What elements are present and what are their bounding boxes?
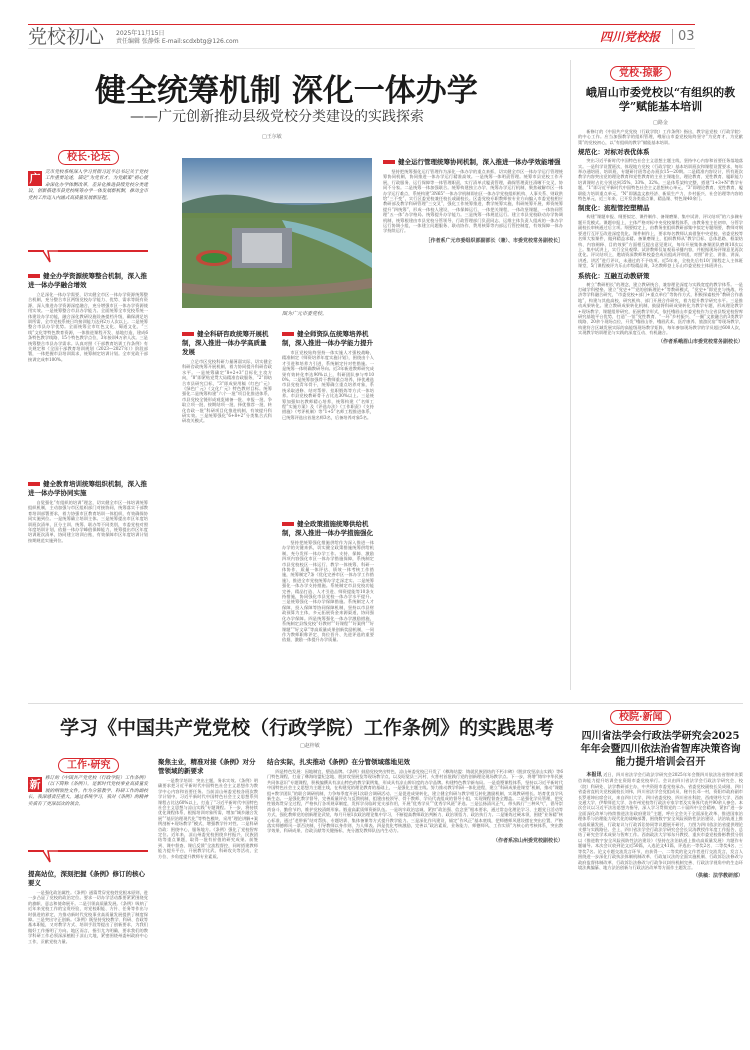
side-section-heading: 系统化：互融互动教研策 (578, 271, 650, 280)
lead-article-subtitle: ——广元创新推动县级党校分类建设的实践探索 (130, 109, 424, 125)
side-section-heading: 规范化：对标对表优体系 (578, 148, 650, 157)
issue-date: 2025年11月15日 (116, 30, 165, 37)
side-article-column (578, 120, 743, 346)
section-heading: 健全师资队伍统筹培养机制，深入推进一体办学能力提升 (282, 330, 373, 347)
section-heading: 健全运行管理统筹协同机制，深入推进一体办学效能增强 (383, 158, 563, 167)
side-section-heading: 制度化：流程管控塑精品 (578, 204, 650, 213)
second-section-heading: 结合实际，扎实推动《条例》在分管领域落地见效 (267, 758, 410, 766)
second-section-body: 四是特色发展：因地制宜，塑造品牌。《条例》鼓励党校突出特色，凉山州委党校已开发了《彝海结盟：铸就民族团结的不朽丰碑》《脱贫攻坚凉山实践》等6门特色课程，打造了彝海结盟纪念地、脱贫攻坚展览等现场教学点，以及昭觉县三河村、火普村首批践行党的创新理论现场教学点。下一步，将增“铸牢中华民族共同体意识”专题课程，积极编撰具有凉山特色的教学案例集，形成具有凉山辨识度的办学品牌。构建特色教学新布局。一是重塑课程体系，坚持以习近平新时代中国特色社会主义思想为主题主线，在构建党的理论教育的基础上，一是强化主题主线。努力推动教学科研一体化进程，建立“科研成果进课堂”机制，推动“课题组+教学团队”的联合调研机制，力争每季度开展1次联合调研活动。三是促进成果转化，建立健全科研与教学相互转化激励机制，实现教研相长。培育优良学风新生态。一是强化教学督导，完善质量评估与反馈机制，组建由校领导、骨干教师、学员代表组成的督导小组，实现课程督查全覆盖。二是强化学员管理，把党性锻炼贯穿全过程，严格执行各项规章制度，发挥学员临时党支部作用，开展“优秀学员”“优秀学风班”评选。三是弘扬清风正气，带头践行“三种风气”，倡导崇尚奋斗、勤俭节约，维护党校清朗形象。锻造高素质师资新队伍。一是筑牢政治忠诚，紧扣“政治强、信念坚”根本要求，通过常态化理论学习、主题党日活动等方式，强化教师党的创新理论武装，每月开展1次政治理论集中学习，不断提高教师政治判断力、政治领悟力、政治执行力。二是锤炼过硬本领，围绕“业务精”核心标准，通过“老带新”结对帮扶、专题培训、集体备课等方式提升教学能力。三是深化作风建设，锚定“作风正”基本底线，把师德师风建设摆在突出位置，严格落实师德师风一票否决制，引导教师以身作则、为人师表。四是优化考核激励，完善以“政治素质、业务能力、师德师风、工作实绩”为核心的考核体系，突出教学效果、科研成果、咨政贡献等关键指标，充分激发教师队伍内生动力。 (267, 769, 563, 834)
second-article-title: 学习《中国共产党党校（行政学院）工作条例》的实践思考 (60, 717, 555, 739)
red-bar-icon (28, 482, 40, 486)
section-body: 立足市区党校科研力量薄弱实际，切实健全科研咨政统筹开展机制，着力协同提升科研咨政水平。一是统筹确定“8+2+3”目标化主攻方向，“8”即紧贴党贯大局精准咨政服务，“2”即结合市县研究目标，“3”即成果用稿《红色广元》《绿色广元》《文化广元》特色教材目标。统筹强化二是统筹构建“六个一批”项目化推进体系，市县党校全链形成观览储备一批、申报一批、争取立项一批、按期结项一批、择优推荐一批、转化咨政一批“科研项目化推进机制，有效提升科研实效。三是统筹强化“6+8+2”分类集合式科研攻关模式。 (182, 359, 272, 424)
second-section-body: 一是强化政治属性。《条例》通篇贯穿党校姓党根本原则，进一步凸显了党校的政治定位。要求一切办学活动都要紧紧围绕党的旗帜、意志和使命展开。二是引领高质量发展。《条例》吸纳了近年来党校工作的宝贵经验，对党校职能、方针、任务等作出与时俱进的界定，为推动新时代党校事业高质量发展提供了制度保障。三是突出守正创新。《条例》既坚持党校教学、科研、咨政等基本职能，又对教学方式、培训手段等提出了创新要求，为我们做好工作指明了方向。地区而言，指引尤为明确，要求我们的教学科研工作必须深深植根于凉山大地，紧密围绕州委州政府中心工作，贡献党校力量。 (28, 890, 148, 944)
second-intro-text: 修订的《中国共产党党校（行政学院）工作条例》（以下简称《条例》），是新时代党校事业高质量发展的纲领性文件。作为分管教学、科研工作的副校长，我深感责任重大。通过系统学习，我对《条例》的精神实质有了更深层次的领会。 (28, 776, 148, 807)
section-body: 坚持把统筹强化措施供给作为深入推进一体办学的关键来抓，切实健全政策措施统筹供给机制，充分发挥一体办学工作。支持、保障、激励四项内容强化市区一体办学措施保障，系统制定市县党校校区一体运行、教学一体统筹、科研一体协作、质量一体评估、绩效一体考核工作措施，统筹制定7条《优化完善市区一体办学工作措施》，推进全市党校统筹办学走深走实。二是统筹强化一体办学支持措施。系统制定市县党校功能完善、精品打造、人才引进、师资提能等10条支持措施，协同强化市县党校一体办学水平提升。三是统筹强化一体办学保障措施。系统制定人才保障、投入保障等协同保障机制，坚持以市县财政预算为主体，多元拓展资金来源渠道，协同强化办学保障。四是统筹强化一体办学激励措施，系统制定县级党校“好教材”“好课程”“好案例”“好课题”“好文章”等高质量成果创新奖励机制，一同作为教师职称评定、岗位晋升、先进评选的重要依据，激励一体提升办学质量。 (282, 540, 374, 643)
section-name: 党校初心 (28, 26, 105, 48)
section-heading: 健全科研咨政统筹开展机制，深入推进一体办学高质量发展 (182, 330, 269, 356)
header-subrule (28, 48, 695, 49)
column-tag-forum: 校长·论坛 (58, 150, 119, 165)
second-author-note: （作者系凉山州委党校副校长） (492, 837, 563, 844)
section-body: 坚持把统筹强化运行管理作为深化一体办学的重点来抓，切实健全市区一体办学运行管理统筹协同机制，协同推进一体办学运行精准高效。一是统筹一体明责管理。统筹市县党校工作开展，行政服务、运行保障等一体管理职责，实行清单式履责管理，确保管理责任清晰不交叉，协同不分家。二是统筹一体加强联合。统筹构建独立办学、统筹办学运行机制，聚焦破解市区一体办学运行难点，系统构建“3N65”一体办学机制即由区一体办学党校组织机构、人事关系、财政供给“三不变”，实行区委党校兼任校长或副校长。区委党校专职教师按专业方向编入市委党校相应教研部及教学科研管理“三交叉”，强化工作统筹推进，教学统筹实施，科研统筹开展，师资统筹提升“四统筹”，形成一体校人建设，一体保障运行，一体把关课程，一体改坚课题，一体协同管理“五一体”办学格局。统筹提升办学能力。三是统筹一体规范运行。建立市县党校联动办学协调机制，统筹根建由市县党校分管领导、行政管理部门负责同志、运维主体负责人组成的一体办学运行协调小组，一体建立问题服务、联动协作、费用核算等内部运行管控制度，有效保障一体办学持续运行。 (383, 169, 563, 234)
side-section-body: 树立“教研相长”的理念，建立教研统合、兼容理论深度与实践宽度的教学体系。一是打破学科壁垒。建立“党史+”“党的创新理论+”等教研模式，“党史+”即党史与统战、经济等学科融合研究，“市委党校+部门+重点单位”等协作方式，积极探索校外“教研合作基地”，构建与其他高校、研究机构、部门开展合作研究，着力提升教学研究水平。三是推动成果转化。建立教研成果转化机制，鼓励将科研成果转化为教学专题，形成理论教学+现场教学、课题组带研究，拓展教学形式，依托峨眉山市委党校作为全省县级党校智库研究基地平台优势，打造“一馆”党性教育、“一环”乡村振兴、“一圈”文旅融合的3类教学线路、20余个现场点位，开发“峨眉山茶、峨眉武术、医疗康养、旅游民宿”等现场教学，构建符合区域发展实际的高能级现场教学矩阵，每年参加现场教学的学员超过600人次，实现教学培训理论与实践的深度互动、有机融合。 (578, 281, 743, 336)
side-article-title: 峨眉山市委党校以“有组织的教学”赋能基本培训 (585, 86, 736, 113)
section-6 (383, 158, 563, 245)
column-divider (570, 60, 571, 690)
red-bar-icon (28, 274, 40, 278)
red-bar-icon (282, 332, 294, 336)
lead-intro (28, 170, 148, 202)
section-3 (182, 330, 272, 424)
second-section-2 (158, 758, 258, 859)
photo-party-school (182, 158, 372, 308)
header-meta (116, 30, 239, 46)
section-4 (282, 330, 374, 420)
second-intro (28, 776, 148, 808)
news-column (578, 730, 743, 880)
section-2 (28, 480, 148, 543)
column-tag-research: 工作·研究 (58, 758, 119, 773)
lead-article-byline: □王尔敏 (262, 134, 282, 140)
second-section-1 (28, 870, 148, 944)
bubble-line-right (58, 250, 148, 252)
second-section-body: 一是教学培训：突出主题，务求实效。《条例》明确要求把习近平新时代中国特色社会主义思想作为教学中心内容和首要任务。当前凉山州委党校各班次教学计划中，习近平新时代中国特色社会主义思想系列课程占比达60%以上，打造了“习近平新时代中国特色社会主义思想与凉山实践”专题课程。下一步，将持续优化课程体系，根据培训对象所需，增加“城乡融合发展”“基层治理现代化”等特色模块，采用“理论讲解+案例剖析+现场教学”模式，增强教学针对性。二是科研咨政：围绕中心，服务地方。《条例》强化了党校智库定位。近年来，凉山州委党校围绕乡村振兴、民族团结等重点课题，取得一批有价值的研究成果。前签到、课中督查、课后反馈“全流程督控，同时搭建教师能力提升平台，开展教学比武、科研攻关等活动，全方位、多角度提升教师专业素质。 (158, 778, 259, 859)
news-body: 本报讯 近日，四川省法学会行政法学研究会2025年年会暨四川依法治省智库决策咨询能力提升培训会在资阳市委党校举行。会议由四川省法学会行政法学研究会、校（院）科研处、法学教研部主办，中共资阳市委党校承办。省委党校副校长吴成刚，四川省委省直机关党校副校长刘伟，四川省法学会党组成员、秘书长邓一村，资阳市政府副市长罗道坤出席会议，来自四川大学、四川省委党校、四川省社科院、西南财经大学、西南交通大学、伊犁师范大学、各市州党校等行政法专家学者及实务界代表共90余人参会。本次会议以习近平法治思想为指导，深入学习贯彻党的二十届四中全会精神，紧扣“进一步全面深化改革与持续推进法治政府建设”主题，呼应全会关于全面深化改革、推进国家治理体系与治理能力现代化的战略部署，围绕数字安全风险预防性法治建设、法治轨道上推动高质量发展、行政复议与行政诉讼协同等议题展开研讨，力图为四川依法治省提供理论支撑与实践路径。会上，四川省法学会行政法学研究会会长吴涛教授作年度工作报告，总结了研究会学术成果与智库工作。西南政法大学邹东升教授、重庆市委党校鲁彬教授分别以《推进数字安全风险预防性法治建设》《坚持在法治轨道上推动高质量发展》为题作专题辅导。本次会议收到论文近50篇，入选论文41篇，评选出一等奖2名、二等奖4名、三等奖7名。论文专题交流发言环节，由获得一、二等奖的论文作者进行交流发言，发言人围绕进一步深化行政执法体制机制改革、行政复议法的全面实施机制、行政诉讼法修改与政府监督体制改革、行政诉讼法修改与行政争议纠纷机制完善、行政法学视角中的生态环境法典编纂、地方法治创新与行政法治改革等方面作主题发言。 (578, 772, 743, 870)
article-separator (28, 703, 743, 704)
photo-caption: 图为广元市委党校。 (282, 311, 328, 317)
page-number: 03 (672, 29, 695, 44)
aerial-photo (182, 158, 372, 308)
section-5 (282, 520, 374, 643)
second-article-byline: □赵梓敏 (300, 743, 320, 749)
side-intro: 新修订的《中国共产党党校（行政学院）工作条例》指出，教学是党校（行政学院）的中心工作。应当加强教学的组织管理，峨眉山市委党校始终坚守“为党育才、为党献策”的党校初心，以“有组织的教学”赋能基本培训。 (578, 129, 743, 145)
dropcap: 广 (29, 172, 41, 185)
section-body: 市区党校始终坚持一体实施人才强校战略，精准制定《师资培养年度实施计划》，围绕由个人才引进和培养力引进，系统制定针对性措施。一是统筹一体明确教研导向。近3年新进教师研究成果有效转化率达90%以上，科研团队参与率100%。二是统筹加强骨干教师重点培养，择优遴选市县党校青年骨干，统筹确立重点培养对象，系统采取进修、结对帮带、挂职锻炼等方式一体培养。市县党校教研骨干占比达30%以上。三是统筹加强知名教师精心培养，统筹构建《“名师工程”实施方案》及《评选办法》《工作职责》《支持措施》《考评机制》等“1+5”名师工程推进体系，已统筹评选出首批名师3名，后备培养对象5名。 (282, 350, 374, 420)
section-heading: 健全教育培训统筹组织机制，深入推进一体办学协同实施 (28, 480, 147, 497)
bubble-line-right (58, 850, 148, 852)
lead-intro-text: 元市党校系统深入学习贯彻习近平总书记关于党校工作重要论述，锚定“为党育才，为党献策”初心使命深化办学体制改革，差异化推进县级党校分类建设，创新搭建市县党校统筹办学一体发展新机制，推动全市党校工作迈入内涵式高质量发展新征程。 (28, 170, 148, 201)
news-title: 四川省法学会行政法学研究会2025年年会暨四川依法治省智库决策咨询能力提升培训会召开 (580, 731, 741, 768)
section-heading: 健全办学资源统筹整合机制，深入推进一体办学融合增效 (28, 272, 147, 289)
column-tag-snapshot: 党校·掠影 (610, 66, 671, 81)
side-section-body: 突出习近平新时代中国特色社会主义思想主题主线，坚持中心内容和首要任务落地落实。一是科学设置班次，体现地方党校（行政学院）基本培训班次和课程设置要求，每年举办通培班、培训班、专题研讨班等必办班次15—20期。二是精准内容设计，所有班次教学内容突出党的理论教育和党性教育的主业主课地位，理论教育、党性教育、履职能力培训课时占比分别达到35%、33%、32%。三是体系架构完整，搭建“1+3+N”教学专题，“1”即习近平新时代中国特色社会主义思想核心单元，“3”即理论教育、党性教育、履职能力培训重点单元，“N”即涵盖文旅经济、新质生产力、乡村振兴、社会治理等内容的特色单元，近三年来，已开发各类重点课、精品课、特色课40余门。 (578, 158, 743, 202)
red-bar-icon (383, 160, 395, 164)
red-bar-icon (182, 332, 194, 336)
second-section-heading: 聚焦主业，精准对接《条例》对分管领域的新要求 (158, 758, 256, 775)
header-rule (28, 24, 695, 25)
column-tag-news: 校院·新闻 (610, 710, 671, 725)
lead-author-note: ［作者系广元市委组织部副部长（兼）、市委党校常务副校长］ (425, 237, 563, 244)
news-author-note: （供稿：法学教研部） (692, 873, 743, 880)
side-author-note: （作者系峨眉山市委党校常务副校长） (657, 338, 743, 345)
section-heading: 健全政策措施统筹供给机制，深入推进一体办学措施强化 (282, 520, 373, 537)
dropcap: 新 (29, 778, 41, 791)
section-1 (28, 272, 148, 362)
lead-article-title: 健全统筹机制 深化一体办学 (95, 73, 478, 109)
editor-line: 责任编辑 张静姝 E-mail:scdxbtg@126.com (116, 38, 239, 45)
masthead-logo: 四川党校报 (600, 30, 661, 44)
second-section-heading: 提高站位，深刻把握《条例》修订的核心要义 (28, 870, 145, 887)
news-lead-label: 本报讯 (586, 772, 602, 778)
side-article-byline: □路金 (653, 120, 668, 126)
side-section-body: 构建“课题申报、纲要拟定、课件制作、备课磨课、集中试讲、评议结项”的六步骤专题开发模式。课题申报上，主体严格对标中央党校课程体系，由教务室主任初审，分管学副校长审核通过后立项。纲要拟定上，由教务室组织教研部集中拟定专题纲要，教师对纲要进行互评互改进深度优化。课件制作上，要求每名教师认真借鉴中央党校、省委党校等名师大家课件，做到精益求精。备课磨课上，组织教师从“教学目标、总体思路、框架结构、内容阐释、目的效果”方面相互提出意见建议，每年开展集体备课团队磨课10次以上。集中试讲上，实行全员观摩。试讲教师仅复观看录播内容，并根据现场评课意见再次优化。评议结项上，邀请资深教师和校委会成员组成评审团，对照“讲全、讲准、讲深、讲透、讲活”进行评议，未通过的不予结项。近5年来，全校先后有10门课程走入主体班课堂，5门课程被评为乐山市级精品课，3名教师登上乐山市委党校主体班讲台。 (578, 214, 743, 269)
red-bar-icon (282, 522, 294, 526)
section-body: 自觉强化“有组织的培训”理念，切实健全市区一体培训统筹组织机制，主动加强与市区组织部门对接协同，统筹落实干部教育培训部署要求，着力协强市区教育培训一体组织，有效确保协同实施到位。一是统筹确立培训主体。三是统筹提出市区年度培训班次清单，区分主训、统筹、联办等不同类别，市委党校对照年度培训计划，依据一体办学峰值保障能力，统筹提出市区年度培训班次清单，协同建立培训台账，有效保障市区年度培训计划按期规范实施到位。 (28, 500, 148, 543)
section-body: 立足深化一体办学需要，切实健全市区一体办学资源统筹整合机制，充分整合市区两级党校办学能力、优势、需求等既有资源，深入推进办学资源深度融合，充分增强市区一体办学资源使用实效。一是统筹整合市县办学能力。全面统筹全市党校系统一体建设办学功能，融合深化教研设施设备提档升级，确保满足培训所需，全市党校系统日均接训能力达到2万人次以上。二是统筹整合市县办学优势。全面统筹全市红色文化、蜀道文化、“三线”文化等特色教育资源，一体推进课程开发、基地打造，建成6条特色教学线路、15个特色教学点位，3年接训4万余人次。三是统筹整合市县办学需求。认真对照《干部教育培训工作条例》有关规定和《全国干部教育培训规划（2023—2027年）》阶段部署，一体把握市县培训需求，统筹制定培训计划。全市党政干部接训完成率100%。 (28, 292, 148, 362)
second-section-3 (267, 758, 563, 845)
